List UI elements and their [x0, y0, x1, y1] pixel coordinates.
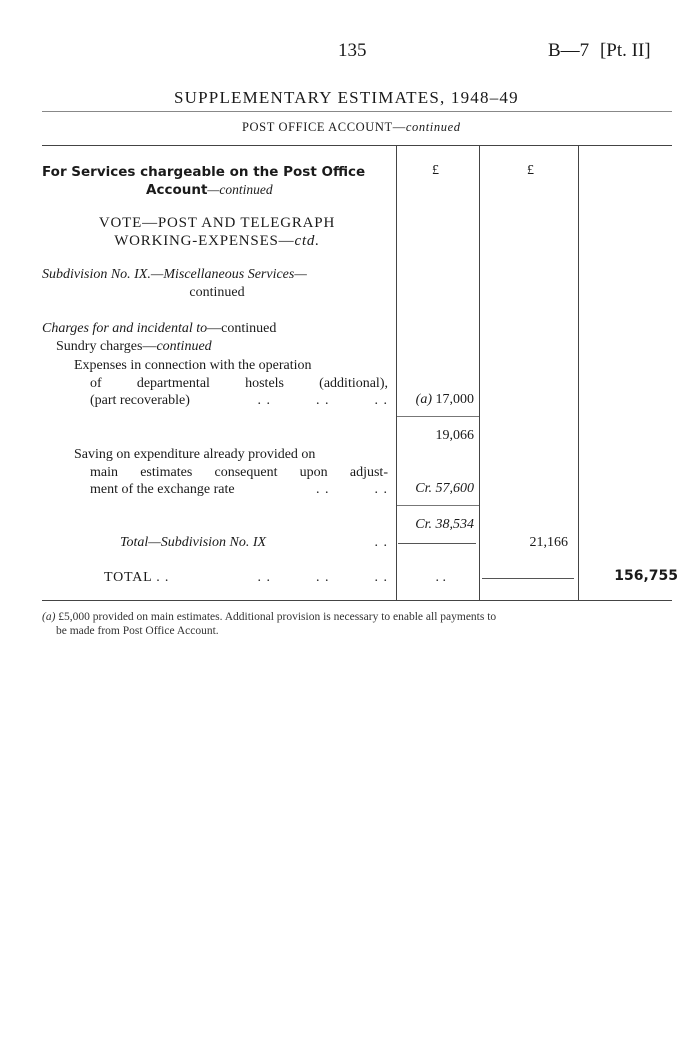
expenses-line1: Expenses in connection with the operation [74, 358, 312, 373]
grand-total-col2-rule [482, 578, 574, 579]
total-subdivision-row [120, 535, 388, 551]
footnote-line2: be made from Post Office Account. [56, 625, 219, 637]
column-rule-2 [479, 145, 480, 600]
sundry-charges [56, 339, 212, 355]
expenses-line3 [74, 392, 388, 410]
document-reference [548, 40, 651, 62]
expenses-value [396, 392, 474, 408]
reference-part: [Pt. II] [599, 40, 651, 61]
grand-total-dots: . . . . . . [257, 570, 388, 585]
footnote-text-1: £5,000 provided on main estimates. Additional provision is necessary to enable all payments to [58, 611, 497, 623]
column-1-currency: £ [432, 163, 439, 178]
footnote [42, 610, 678, 638]
expenses-value-note: (a) [415, 392, 432, 407]
total-subdivision-rule [398, 543, 476, 544]
reference-code: B—7 [548, 40, 590, 61]
total-subdivision-value: 21,166 [529, 535, 568, 550]
vote-heading-line2 [42, 232, 392, 250]
saving-value: Cr. 57,600 [415, 481, 474, 496]
grand-total-value: 156,755 [614, 568, 678, 584]
column-2-currency: £ [527, 163, 534, 178]
expenses-item [74, 357, 388, 410]
vote-heading [42, 214, 392, 250]
charges-italic: Charges for and incidental to [42, 321, 208, 336]
grand-total-row [104, 570, 388, 586]
grand-total-col1-dots: . . [435, 570, 446, 585]
saving-line1: Saving on expenditure already provided on [74, 447, 316, 462]
footnote-line1 [42, 610, 678, 624]
subdivision-heading-line2: continued [189, 285, 245, 300]
total-subdivision-label: Total—Subdivision No. IX [120, 535, 267, 550]
subtotal-value: 19,066 [435, 428, 474, 443]
total-subdivision-dots: . . [374, 535, 388, 550]
subdivision-heading [42, 266, 392, 302]
section-heading-line2 [42, 181, 392, 199]
charges-heading [42, 321, 276, 337]
subtotal-rule [397, 416, 479, 417]
section-heading-continued: —continued [207, 182, 273, 197]
expenses-value-amount: 17,000 [435, 392, 474, 407]
footnote-marker: (a) [42, 611, 56, 623]
vote-heading-line1: VOTE—POST AND TELEGRAPH [98, 215, 336, 231]
column-rule-3 [578, 145, 579, 600]
title-rule [42, 111, 672, 112]
vote-heading-main: WORKING-EXPENSES— [114, 233, 295, 249]
section-heading [42, 163, 392, 199]
charges-rest: —continued [207, 321, 277, 336]
table-bottom-rule [42, 600, 672, 601]
subtitle-continued: continued [405, 120, 461, 134]
saving-line2: main estimates consequent upon adjust- [90, 464, 388, 480]
grand-total-label: TOTAL . . [104, 570, 170, 585]
credit-total-value: Cr. 38,534 [415, 517, 474, 532]
page-number: 135 [338, 40, 367, 61]
credit-rule [397, 505, 479, 506]
sundry-continued: continued [156, 339, 212, 354]
saving-item [74, 446, 388, 499]
section-heading-account: Account [146, 182, 208, 198]
expenses-line2: of departmental hostels (additional), [90, 375, 388, 391]
page-subtitle [242, 120, 461, 135]
vote-heading-ctd: ctd. [294, 233, 320, 249]
saving-line3 [74, 481, 388, 499]
expenses-dots: . . . . . . [257, 393, 388, 408]
section-heading-line1: For Services chargeable on the Post Office [42, 164, 366, 180]
subtitle-main: POST OFFICE ACCOUNT— [242, 120, 406, 134]
saving-dots: . . . . [316, 482, 388, 497]
expenses-line3-text: (part recoverable) [90, 393, 190, 408]
subdivision-heading-line1: Subdivision No. IX.—Miscellaneous Services— [42, 267, 307, 282]
saving-line3-text: ment of the exchange rate [90, 482, 235, 497]
page-title: SUPPLEMENTARY ESTIMATES, 1948–49 [174, 88, 519, 107]
sundry-main: Sundry charges— [56, 339, 157, 354]
